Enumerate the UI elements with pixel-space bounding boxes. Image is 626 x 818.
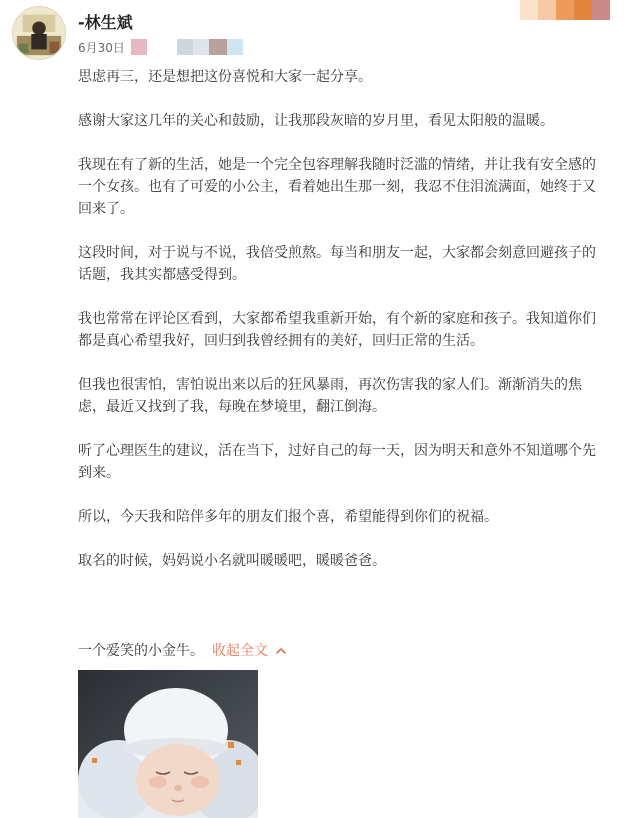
author-name[interactable]: -林生斌 [78, 13, 133, 32]
redacted-block [227, 39, 243, 55]
post-meta [78, 38, 243, 56]
collapse-label: 收起全文 [212, 643, 268, 659]
post-paragraph: 思虑再三，还是想把这份喜悦和大家一起分享。 [78, 69, 372, 85]
redacted-block [209, 39, 227, 55]
post-paragraph: 这段时间，对于说与不说，我倍受煎熬。每当和朋友一起，大家都会刻意回避孩子的话题，我其实都感受得到。 [78, 245, 596, 283]
top-right-color-blocks [520, 0, 610, 20]
post-paragraph: 取名的时候，妈妈说小名就叫暖暖吧，暖暖爸爸。 [78, 553, 386, 569]
color-block [538, 0, 556, 20]
redacted-block [131, 39, 147, 55]
color-block [520, 0, 538, 20]
redacted-block [177, 39, 193, 55]
post-paragraph: 但我也很害怕，害怕说出来以后的狂风暴雨，再次伤害我的家人们。渐渐消失的焦虑，最近又找到了我，每晚在梦境里，翻江倒海。 [78, 377, 582, 415]
post-paragraph: 我也常常在评论区看到，大家都希望我重新开始，有个新的家庭和孩子。我知道你们都是真心希望我好，回归到我曾经拥有的美好，回归正常的生活。 [78, 311, 596, 349]
post-paragraph: 所以，今天我和陪伴多年的朋友们报个喜，希望能得到你们的祝福。 [78, 509, 498, 525]
post-last-line [78, 640, 288, 662]
post-paragraph: 我现在有了新的生活，她是一个完全包容理解我随时泛滥的情绪，并让我有安全感的一个女孩。也有了可爱的小公主，看着她出生那一刻，我忍不住泪流满面，她终于又回来了。 [78, 157, 596, 217]
color-block [556, 0, 574, 20]
post-text [78, 66, 608, 572]
chevron-up-icon [274, 644, 288, 658]
avatar[interactable] [12, 6, 66, 60]
post-paragraph: 听了心理医生的建议，活在当下，过好自己的每一天，因为明天和意外不知道哪个先到来。 [78, 443, 596, 481]
color-block [574, 0, 592, 20]
post-date[interactable]: 6月30日 [78, 40, 125, 55]
post-closing-text: 一个爱笑的小金牛。 [78, 643, 204, 659]
color-block [592, 0, 610, 20]
newborn-baby-photo[interactable] [78, 670, 258, 818]
post-paragraph: 感谢大家这几年的关心和鼓励，让我那段灰暗的岁月里，看见太阳般的温暖。 [78, 113, 554, 129]
redacted-block [193, 39, 209, 55]
redacted-block [147, 39, 177, 55]
collapse-full-text-link[interactable] [212, 640, 288, 662]
